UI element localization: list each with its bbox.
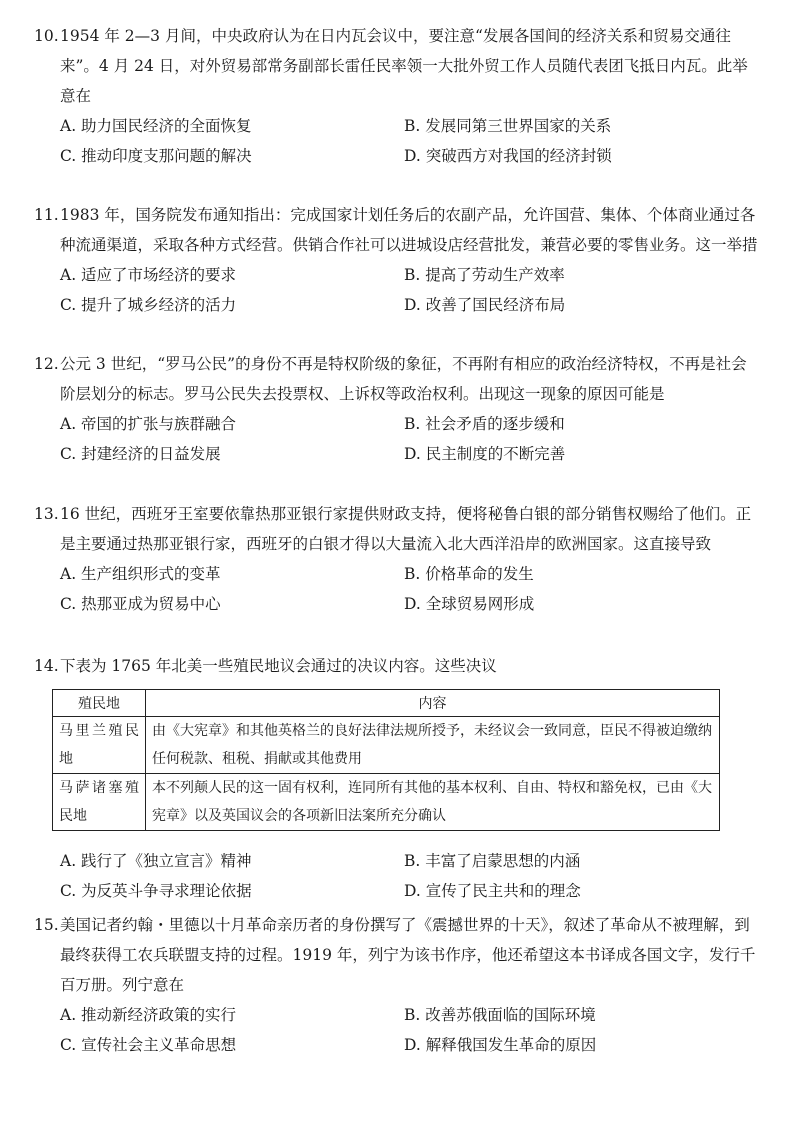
option-c[interactable]: C. 热那亚成为贸易中心 [60, 595, 221, 613]
options [34, 409, 758, 469]
option-b[interactable]: B. 丰富了启蒙思想的内涵 [404, 852, 581, 870]
question-number: 14. [34, 657, 59, 675]
option-d[interactable]: D. 民主制度的不断完善 [404, 445, 566, 463]
options [34, 260, 758, 320]
table-header-row [53, 690, 720, 717]
question-text: 16 世纪，西班牙王室要依靠热那亚银行家提供财政支持，便将秘鲁白银的部分销售权赐给了他们。正是主要通过热那亚银行家，西班牙的白银才得以大量流入北大西洋沿岸的欧洲国家。这直接导致 [60, 505, 752, 553]
options [34, 111, 758, 171]
question-14-options [34, 846, 758, 906]
option-c[interactable]: C. 推动印度支那问题的解决 [60, 147, 252, 165]
option-c[interactable]: C. 为反英斗争寻求理论依据 [60, 882, 252, 900]
question-text: 美国记者约翰・里德以十月革命亲历者的身份撰写了《震撼世界的十天》，叙述了革命从不被理解，到最终获得工农兵联盟支持的过程。1919 年，列宁为该书作序，他还希望这本书译成各国文字，发行千百万册。列宁意在 [60, 916, 756, 994]
option-c[interactable]: C. 提升了城乡经济的活力 [60, 296, 237, 314]
question-number: 13. [34, 505, 59, 523]
table-cell-colony: 马里兰殖民地 [53, 717, 146, 774]
question-15 [34, 910, 758, 1060]
option-b[interactable]: B. 发展同第三世界国家的关系 [404, 117, 612, 135]
table-header: 内容 [146, 690, 720, 717]
question-number: 10. [34, 27, 59, 45]
table-header: 殖民地 [53, 690, 146, 717]
option-a[interactable]: A. 助力国民经济的全面恢复 [60, 117, 252, 135]
question-stem [34, 651, 758, 681]
option-d[interactable]: D. 改善了国民经济布局 [404, 296, 566, 314]
question-14 [34, 651, 758, 681]
option-a[interactable]: A. 帝国的扩张与族群融合 [60, 415, 237, 433]
option-b[interactable]: B. 价格革命的发生 [404, 565, 534, 583]
question-stem [34, 200, 758, 260]
question-11 [34, 200, 758, 320]
option-b[interactable]: B. 提高了劳动生产效率 [404, 266, 565, 284]
option-a[interactable]: A. 适应了市场经济的要求 [60, 266, 237, 284]
question-text: 公元 3 世纪，“罗马公民”的身份不再是特权阶级的象征，不再附有相应的政治经济特权，不再是社会阶层划分的标志。罗马公民失去投票权、上诉权等政治权利。出现这一现象的原因可能是 [60, 355, 747, 403]
option-d[interactable]: D. 宣传了民主共和的理念 [404, 882, 581, 900]
question-13 [34, 499, 758, 619]
question-10 [34, 21, 758, 171]
option-b[interactable]: B. 社会矛盾的逐步缓和 [404, 415, 565, 433]
resolution-table [52, 689, 720, 831]
option-c[interactable]: C. 宣传社会主义革命思想 [60, 1036, 237, 1054]
question-12 [34, 349, 758, 469]
table-cell-colony: 马萨诸塞殖民地 [53, 774, 146, 831]
option-d[interactable]: D. 解释俄国发生革命的原因 [404, 1036, 597, 1054]
question-number: 12. [34, 355, 59, 373]
option-a[interactable]: A. 生产组织形式的变革 [60, 565, 221, 583]
question-stem [34, 499, 758, 559]
question-text: 下表为 1765 年北美一些殖民地议会通过的决议内容。这些决议 [60, 657, 497, 675]
table-cell-content: 由《大宪章》和其他英格兰的良好法律法规所授予，未经议会一致同意，臣民不得被迫缴纳任何税款、租税、捐献或其他费用 [146, 717, 720, 774]
option-a[interactable]: A. 践行了《独立宣言》精神 [60, 852, 252, 870]
option-c[interactable]: C. 封建经济的日益发展 [60, 445, 221, 463]
question-text: 1983 年，国务院发布通知指出：完成国家计划任务后的农副产品，允许国营、集体、个体商业通过各种流通渠道，采取各种方式经营。供销合作社可以进城设店经营批发，兼营必要的零售业务。这一举措 [60, 206, 758, 254]
option-d[interactable]: D. 全球贸易网形成 [404, 595, 535, 613]
options [34, 559, 758, 619]
table-cell-content: 本不列颠人民的这一固有权利，连同所有其他的基本权利、自由、特权和豁免权，已由《大宪章》以及英国议会的各项新旧法案所充分确认 [146, 774, 720, 831]
option-a[interactable]: A. 推动新经济政策的实行 [60, 1006, 237, 1024]
question-stem [34, 349, 758, 409]
option-d[interactable]: D. 突破西方对我国的经济封锁 [404, 147, 612, 165]
question-number: 11. [34, 206, 59, 224]
question-text: 1954 年 2—3 月间，中央政府认为在日内瓦会议中，要注意“发展各国间的经济关系和贸易交通往来”。4 月 24 日，对外贸易部常务副部长雷任民率领一大批外贸工作人员随代表团飞抵日内瓦。此举意在 [60, 27, 748, 105]
option-b[interactable]: B. 改善苏俄面临的国际环境 [404, 1006, 596, 1024]
question-stem [34, 910, 758, 1000]
table-row [53, 774, 720, 831]
options [34, 846, 758, 906]
options [34, 1000, 758, 1060]
question-stem [34, 21, 758, 111]
question-number: 15. [34, 916, 59, 934]
table-row [53, 717, 720, 774]
